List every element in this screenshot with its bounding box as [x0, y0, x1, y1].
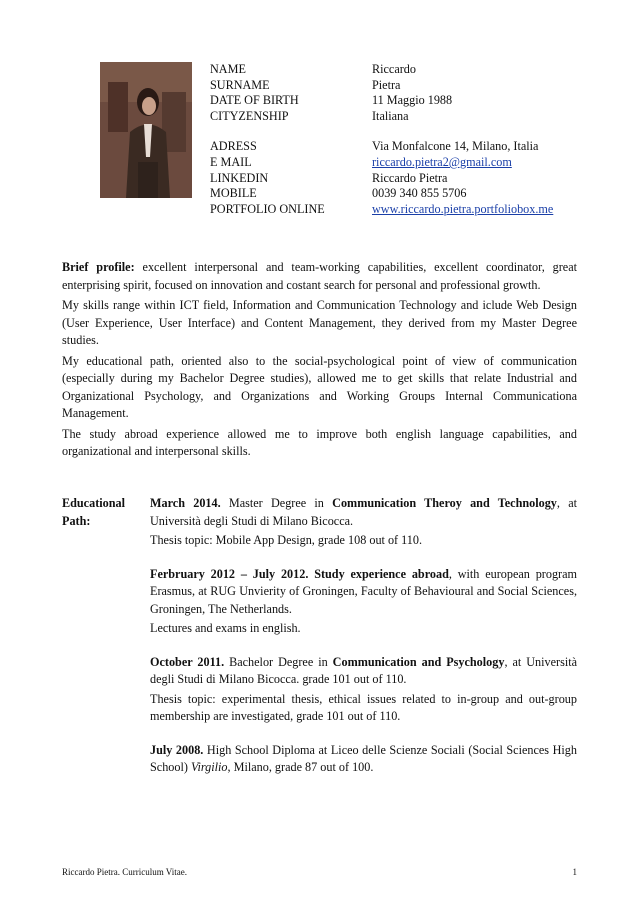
surname-label: SURNAME: [210, 77, 270, 92]
entry-date: Ferbruary 2012 – July 2012. Study experience abroad: [150, 566, 449, 581]
citizenship-label: CITYZENSHIP: [210, 108, 289, 123]
entry-note: Thesis topic: Mobile App Design, grade 108 out of 110.: [150, 533, 423, 547]
linkedin-value: Riccardo Pietra: [372, 170, 448, 185]
surname-value: Pietra: [372, 77, 401, 92]
brief-profile: [62, 259, 577, 464]
education-entry-master: March 2014. Master Degree in Communication Theroy and Technology, at Università degli Studi di Milano Bicocca. Thesis topic: Mobile App Design, grade 108 out of 110.: [150, 495, 577, 550]
info-row-surname: [210, 78, 553, 94]
info-row-email: [210, 155, 553, 171]
citizenship-value: Italiana: [372, 108, 409, 123]
birth-value: 11 Maggio 1988: [372, 93, 453, 108]
mobile-value: 0039 340 855 5706: [372, 186, 467, 201]
portrait-image: [100, 62, 192, 198]
mobile-label: MOBILE: [210, 186, 257, 201]
name-value: Riccardo: [372, 62, 416, 76]
education-heading-line2: Path:: [62, 513, 91, 528]
education-list: [150, 495, 577, 793]
address-value: Via Monfalcone 14, Milano, Italia: [372, 139, 539, 154]
info-row-linkedin: [210, 171, 553, 187]
address-label: ADRESS: [210, 139, 257, 154]
profile-paragraph-1: [62, 259, 577, 294]
name-label: NAME: [210, 62, 246, 76]
page-number: 1: [572, 867, 577, 877]
degree-name: Communication and Psychology: [332, 654, 505, 669]
info-row-citizenship: [210, 109, 553, 125]
email-link[interactable]: riccardo.pietra2@gmail.com: [372, 154, 512, 169]
profile-text-1: excellent interpersonal and team-working capabilities, excellent coordinator, great enterprising spirit, focused on innovation and costant search for personal and professional growth.: [62, 260, 577, 292]
education-heading: [62, 495, 125, 530]
footer-title: Riccardo Pietra. Curriculum Vitae.: [62, 867, 188, 877]
info-row-portfolio: [210, 202, 553, 218]
profile-paragraph-4: The study abroad experience allowed me to improve both english language capabilities, and organizational and interpersonal skills.: [62, 426, 577, 458]
personal-info: [210, 62, 553, 217]
page-footer: [62, 867, 577, 877]
entry-date: October 2011.: [150, 654, 225, 669]
education-entry-highschool: July 2008. High School Diploma at Liceo delle Scienze Sociali (Social Sciences High School) Virgilio, Milano, grade 87 out of 100.: [150, 742, 577, 774]
info-row-address: [210, 139, 553, 155]
school-name: Virgilio: [190, 760, 228, 774]
entry-note: Lectures and exams in english.: [150, 621, 301, 635]
profile-lead: Brief profile:: [62, 260, 135, 274]
portfolio-link[interactable]: www.riccardo.pietra.portfoliobox.me: [372, 201, 554, 216]
linkedin-label: LINKEDIN: [210, 170, 269, 185]
profile-paragraph-2: My skills range within ICT field, Information and Communication Technology and iclude Web Design (User Experience, User Interface) and Content Management, they derived from my Master Degree studies.: [62, 298, 577, 347]
education-heading-line1: Educational: [62, 496, 125, 510]
entry-date: March 2014.: [150, 496, 221, 510]
education-entry-bachelor: October 2011. Bachelor Degree in Communication and Psychology, at Università degli Studi di Milano Bicocca. grade 101 out of 110. Thesis topic: experimental thesis, ethical issues related to in-group and out-group membership are investigated, grade 101 out of 110.: [150, 654, 577, 726]
email-label: E MAIL: [210, 154, 252, 169]
info-row-name: [210, 62, 553, 78]
entry-date: July 2008.: [150, 742, 204, 757]
profile-paragraph-3: My educational path, oriented also to the social-psychological point of view of communication (especially during my Bachelor Degree studies), allowed me to get skills that relate Industrial and Organizational Psychology, and Organizations and Working Groups Internal Communicationa Management.: [62, 353, 577, 420]
degree-name: Communication Theroy and Technology: [332, 496, 557, 510]
education-entry-erasmus: Ferbruary 2012 – July 2012. Study experience abroad, with european program Erasmus, at RUG Unvierity of Groningen, Faculty of Behavioural and Social Sciences, Groningen, The Netherlands. Lectures and exams in english.: [150, 566, 577, 638]
entry-note: Thesis topic: experimental thesis, ethical issues related to in-group and out-group membership are investigated, grade 101 out of 110.: [150, 691, 577, 723]
portfolio-label: PORTFOLIO ONLINE: [210, 201, 325, 216]
profile-photo: [100, 62, 192, 198]
birth-label: DATE OF BIRTH: [210, 93, 299, 108]
info-row-birth: [210, 93, 553, 109]
info-row-mobile: [210, 186, 553, 202]
